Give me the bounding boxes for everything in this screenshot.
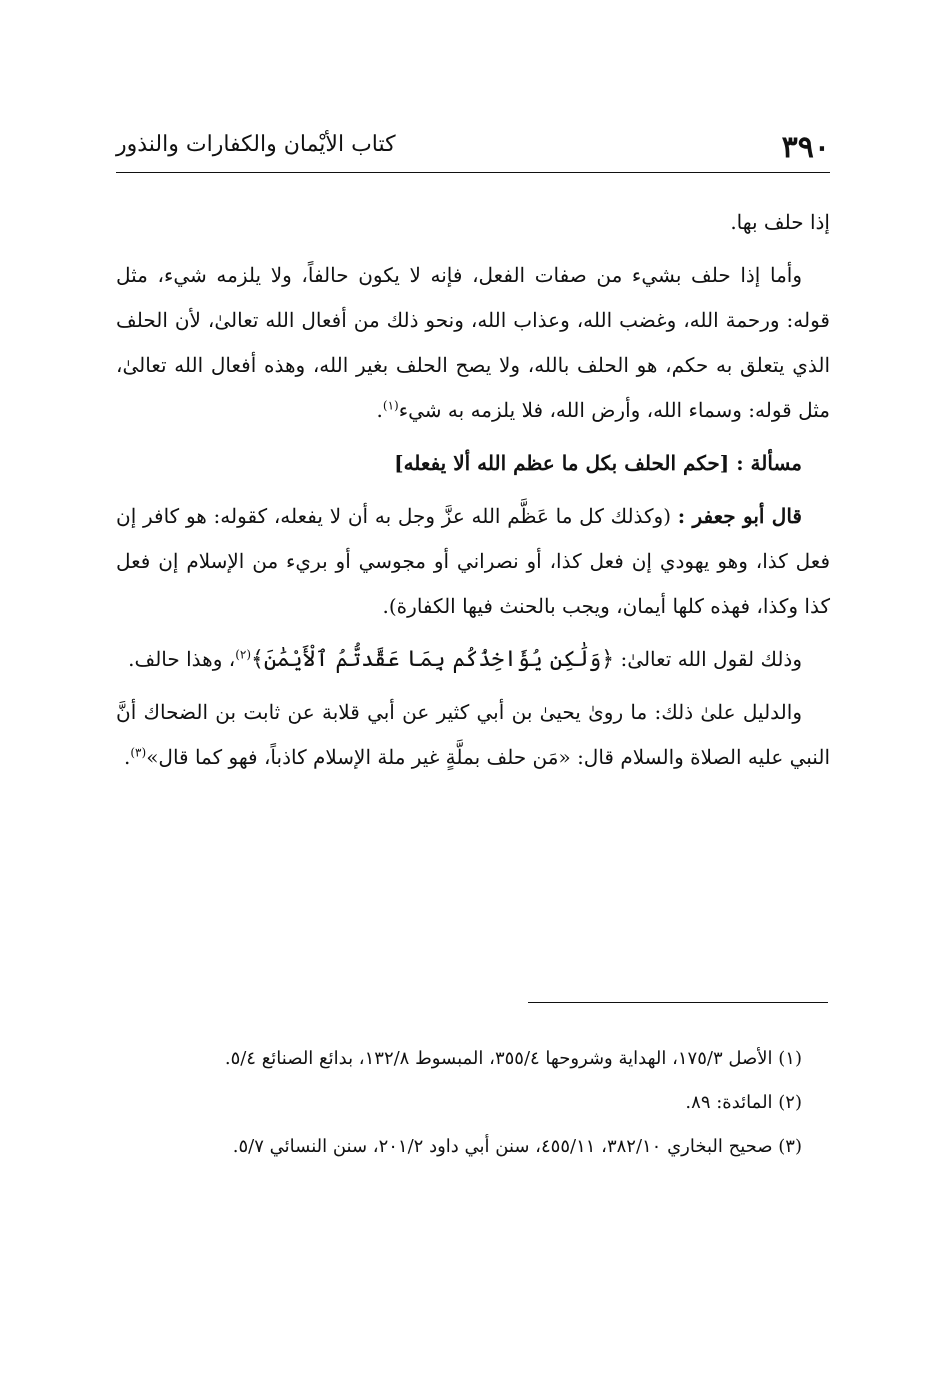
paragraph-3-text: (وكذلك كل ما عَظَّم الله عزَّ وجل به أن لا يفعله، كقوله: هو كافر إن فعل كذا، وهو يهودي إن فعل كذا، أو نصراني أو مجوسي أو بريء من الإسلام إن فعل كذا وكذا، فهذه كلها أيمان، ويجب بالحنث فيها الكفارة). [116,504,830,618]
running-title: كتاب الأيْمان والكفارات والنذور [116,132,396,157]
footnote-ref-2: (٢) [235,647,252,662]
page-number: ٣٩٠ [781,130,830,165]
footnote-1: (١) الأصل ١٧٥/٣، الهداية وشروحها ٣٥٥/٤، المبسوط ١٣٢/٨، بدائع الصنائع ٥/٤. [224,1048,802,1069]
footnote-divider [528,1002,828,1003]
main-text [116,200,830,788]
paragraph-2-end: . [376,398,383,422]
paragraph-2 [116,253,830,433]
paragraph-5 [116,690,830,780]
quote-speaker: قال أبو جعفر : [677,504,802,528]
quran-verse: ﴿وَلَٰكِن يُؤَاخِذُكُم بِمَا عَقَّدتُّمُ ٱلْأَيْمَٰنَ﴾ [251,647,615,672]
footnotes [116,1040,830,1172]
footnote-ref-1: (١) [382,398,399,413]
paragraph-5-end: . [124,745,131,769]
footnote-ref-3: (٣) [130,745,147,760]
paragraph-4-start: وذلك لقول الله تعالىٰ: [614,647,802,671]
paragraph-4-end: ، وهذا حالف. [128,647,236,671]
footnote-2: (٢) المائدة: ٨٩. [685,1092,802,1113]
paragraph-3 [116,494,830,629]
paragraph-4 [116,637,830,682]
footnote-3: (٣) صحيح البخاري ٣٨٢/١٠، ٤٥٥/١١، سنن أبي داود ٢٠١/٢، سنن النسائي ٥/٧. [232,1136,802,1157]
page-header [116,128,830,173]
section-heading: مسألة : [حكم الحلف بكل ما عظم الله ألا يفعله] [394,451,802,475]
paragraph-1: إذا حلف بها. [730,210,830,234]
paragraph-5-text: والدليل علىٰ ذلك: ما روىٰ يحيىٰ بن أبي كثير عن أبي قلابة عن ثابت بن الضحاك أنَّ النبي عليه الصلاة والسلام قال: «مَن حلف بملَّةٍ غير ملة الإسلام كاذباً، فهو كما قال» [116,700,830,769]
paragraph-2-text: وأما إذا حلف بشيء من صفات الفعل، فإنه لا يكون حالفاً، ولا يلزمه شيء، مثل قوله: ورحمة الله، وغضب الله، وعذاب الله، ونحو ذلك من أفعال الله تعالىٰ، لأن الحلف الذي يتعلق به حكم، هو الحلف بالله، ولا يصح الحلف بغير الله، وهذه أفعال الله تعالىٰ، مثل قوله: وسماء الله، وأرض الله، فلا يلزمه به شيء [116,263,830,422]
